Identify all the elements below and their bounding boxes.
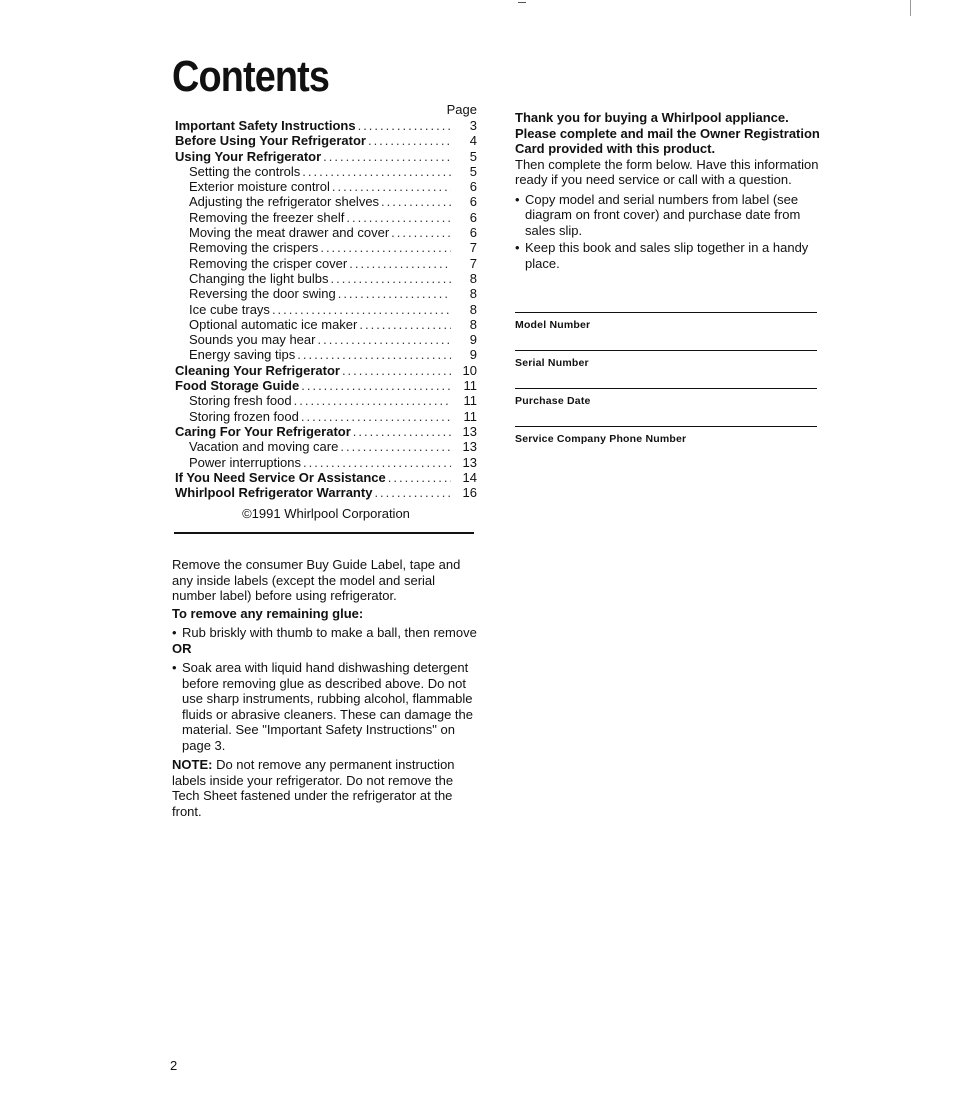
toc-entry-label: Removing the freezer shelf	[189, 209, 345, 225]
toc-entry-label: Changing the light bulbs	[189, 270, 329, 286]
bullet-icon: •	[515, 191, 520, 207]
toc-entry	[175, 424, 477, 439]
toc-entry	[175, 409, 477, 424]
toc-leader-dots	[359, 317, 451, 332]
toc-entry-label: Storing fresh food	[189, 393, 292, 409]
toc-entry-page: 6	[469, 194, 477, 210]
toc-entry-page: 6	[469, 179, 477, 195]
toc-entry-page: 13	[462, 423, 477, 439]
toc-leader-dots	[323, 149, 451, 164]
registration-instructions	[515, 110, 820, 271]
toc-entry-page: 5	[469, 163, 477, 179]
scan-mark	[518, 2, 526, 3]
toc-entry-page: 11	[463, 393, 477, 409]
toc-entry-page: 11	[463, 378, 477, 394]
glue-heading: To remove any remaining glue:	[172, 605, 364, 621]
toc-entry-page: 4	[469, 133, 477, 149]
toc-entry-label: Sounds you may hear	[189, 332, 316, 348]
toc-entry-page: 14	[462, 469, 477, 485]
toc-entry-label: Storing frozen food	[189, 408, 299, 424]
toc-entry-label: Removing the crispers	[189, 240, 319, 256]
model-number-line	[515, 312, 817, 313]
serial-number-line	[515, 350, 817, 351]
toc-leader-dots	[353, 424, 451, 439]
toc-entry-label: Vacation and moving care	[189, 439, 339, 455]
toc-entry	[175, 378, 477, 393]
copy-numbers-bullet	[515, 192, 820, 239]
toc-leader-dots	[297, 347, 451, 362]
toc-entry	[175, 179, 477, 194]
model-number-label: Model Number	[515, 319, 591, 331]
page-title: Contents	[172, 52, 330, 101]
toc-entry-page: 7	[469, 240, 477, 256]
toc-leader-dots	[342, 363, 451, 378]
toc-entry	[175, 393, 477, 408]
serial-number-label: Serial Number	[515, 357, 589, 369]
remove-labels-paragraph: Remove the consumer Buy Guide Label, tape and any inside labels (except the model and serial number label) before using refrigerator.	[172, 557, 461, 603]
toc-entry-label: Caring For Your Refrigerator	[175, 423, 351, 439]
glue-bullet-2	[172, 660, 477, 753]
table-of-contents	[175, 102, 477, 521]
toc-entry	[175, 302, 477, 317]
service-phone-line	[515, 426, 817, 427]
glue-bullet-1	[172, 625, 477, 641]
label-removal-instructions	[172, 557, 477, 819]
toc-leader-dots	[381, 194, 451, 209]
serial-number-field[interactable]	[515, 350, 817, 369]
toc-page-header: Page	[446, 102, 477, 117]
toc-leader-dots	[388, 470, 451, 485]
toc-entry-label: Before Using Your Refrigerator	[175, 133, 366, 149]
service-phone-label: Service Company Phone Number	[515, 433, 687, 445]
toc-entry-page: 6	[469, 225, 477, 241]
toc-entry-label: Food Storage Guide	[175, 378, 300, 394]
toc-entry-label: Important Safety Instructions	[175, 118, 356, 133]
page-number: 2	[170, 1058, 178, 1073]
toc-entry	[175, 332, 477, 347]
toc-entry	[175, 149, 477, 164]
toc-leader-dots	[317, 332, 451, 347]
toc-entry-page: 8	[469, 270, 477, 286]
toc-leader-dots	[331, 271, 452, 286]
purchase-date-field[interactable]	[515, 388, 817, 407]
toc-leader-dots	[301, 409, 451, 424]
toc-entry	[175, 118, 477, 133]
toc-entry	[175, 347, 477, 362]
toc-entry	[175, 225, 477, 240]
toc-entry-page: 3	[469, 118, 477, 133]
toc-entry-label: Moving the meat drawer and cover	[189, 225, 390, 241]
bullet-icon: •	[515, 240, 520, 255]
toc-leader-dots	[302, 164, 451, 179]
toc-entry-page: 9	[469, 332, 477, 348]
toc-leader-dots	[368, 133, 451, 148]
copy-numbers-text: Copy model and serial numbers from label (see diagram on front cover) and purchase date from sales slip.	[525, 191, 801, 238]
keep-book-text: Keep this book and sales slip together in a handy place.	[525, 240, 809, 271]
purchase-date-line	[515, 388, 817, 389]
toc-entry	[175, 240, 477, 255]
toc-entry-page: 13	[462, 454, 477, 470]
toc-leader-dots	[391, 225, 451, 240]
toc-entry-label: Setting the controls	[189, 163, 301, 179]
toc-entry-label: Ice cube trays	[189, 301, 270, 317]
toc-entry-label: If You Need Service Or Assistance	[175, 469, 386, 485]
toc-leader-dots	[338, 286, 451, 301]
service-phone-field[interactable]	[515, 426, 817, 445]
toc-entries	[175, 118, 477, 500]
toc-entry	[175, 286, 477, 301]
toc-entry-page: 6	[469, 209, 477, 225]
toc-entry-label: Optional automatic ice maker	[189, 316, 358, 332]
toc-leader-dots	[340, 439, 451, 454]
toc-entry-page: 8	[469, 286, 477, 302]
toc-entry-label: Power interruptions	[189, 454, 301, 470]
toc-entry-label: Adjusting the refrigerator shelves	[189, 194, 380, 210]
toc-leader-dots	[374, 485, 451, 500]
toc-leader-dots	[301, 378, 451, 393]
note-label: NOTE:	[172, 757, 213, 772]
toc-entry-label: Removing the crisper cover	[189, 255, 348, 271]
toc-entry-page: 8	[469, 316, 477, 332]
toc-entry	[175, 470, 477, 485]
toc-entry-page: 16	[462, 485, 477, 501]
toc-leader-dots	[358, 118, 451, 133]
note-text: Do not remove any permanent instruction labels inside your refrigerator. Do not remove the Tech Sheet fastened under the refrigerator at the front.	[172, 757, 455, 819]
toc-leader-dots	[349, 256, 451, 271]
toc-entry-page: 5	[469, 148, 477, 164]
scan-edge-mark	[910, 0, 911, 16]
toc-entry-label: Using Your Refrigerator	[175, 148, 322, 164]
toc-entry	[175, 485, 477, 500]
toc-entry-page: 11	[463, 408, 477, 424]
toc-leader-dots	[320, 240, 451, 255]
glue-bullet-1-text: Rub briskly with thumb to make a ball, then remove	[182, 625, 477, 640]
section-divider	[174, 532, 474, 534]
toc-leader-dots	[303, 455, 451, 470]
keep-book-bullet	[515, 240, 820, 271]
toc-entry	[175, 455, 477, 470]
bullet-icon: •	[172, 625, 177, 640]
copyright: ©1991 Whirlpool Corporation	[242, 506, 410, 522]
toc-entry-page: 10	[462, 362, 477, 378]
toc-entry	[175, 194, 477, 209]
toc-entry	[175, 271, 477, 286]
toc-entry-page: 8	[469, 301, 477, 317]
toc-leader-dots	[272, 302, 451, 317]
purchase-date-label: Purchase Date	[515, 395, 591, 407]
toc-entry	[175, 164, 477, 179]
toc-entry-page: 13	[462, 439, 477, 455]
or-separator: OR	[172, 640, 192, 656]
glue-bullet-2-text: Soak area with liquid hand dishwashing detergent before removing glue as described above. Do not use sharp instruments, rubbing alcohol, flammable fluids or abrasive cleaners. These can damage the material. See "Important Safety Instructions" on page 3.	[182, 660, 473, 753]
toc-entry-page: 9	[469, 347, 477, 363]
toc-entry-label: Cleaning Your Refrigerator	[175, 362, 340, 378]
toc-entry	[175, 256, 477, 271]
toc-entry-label: Whirlpool Refrigerator Warranty	[175, 485, 373, 501]
toc-leader-dots	[294, 393, 451, 408]
bullet-icon: •	[172, 660, 177, 675]
thank-you-paragraph: Thank you for buying a Whirlpool appliance. Please complete and mail the Owner Registration Card provided with this product.	[515, 110, 820, 156]
toc-entry-label: Exterior moisture control	[189, 179, 330, 195]
model-number-field[interactable]	[515, 312, 817, 331]
toc-entry-label: Energy saving tips	[189, 347, 296, 363]
toc-entry	[175, 210, 477, 225]
toc-entry-page: 7	[469, 255, 477, 271]
toc-entry-label: Reversing the door swing	[189, 286, 336, 302]
complete-form-paragraph: Then complete the form below. Have this information ready if you need service or call with a question.	[515, 156, 819, 187]
toc-leader-dots	[346, 210, 451, 225]
toc-entry	[175, 363, 477, 378]
toc-leader-dots	[332, 179, 451, 194]
toc-entry	[175, 133, 477, 148]
toc-entry	[175, 439, 477, 454]
toc-entry	[175, 317, 477, 332]
note-paragraph	[172, 757, 477, 819]
